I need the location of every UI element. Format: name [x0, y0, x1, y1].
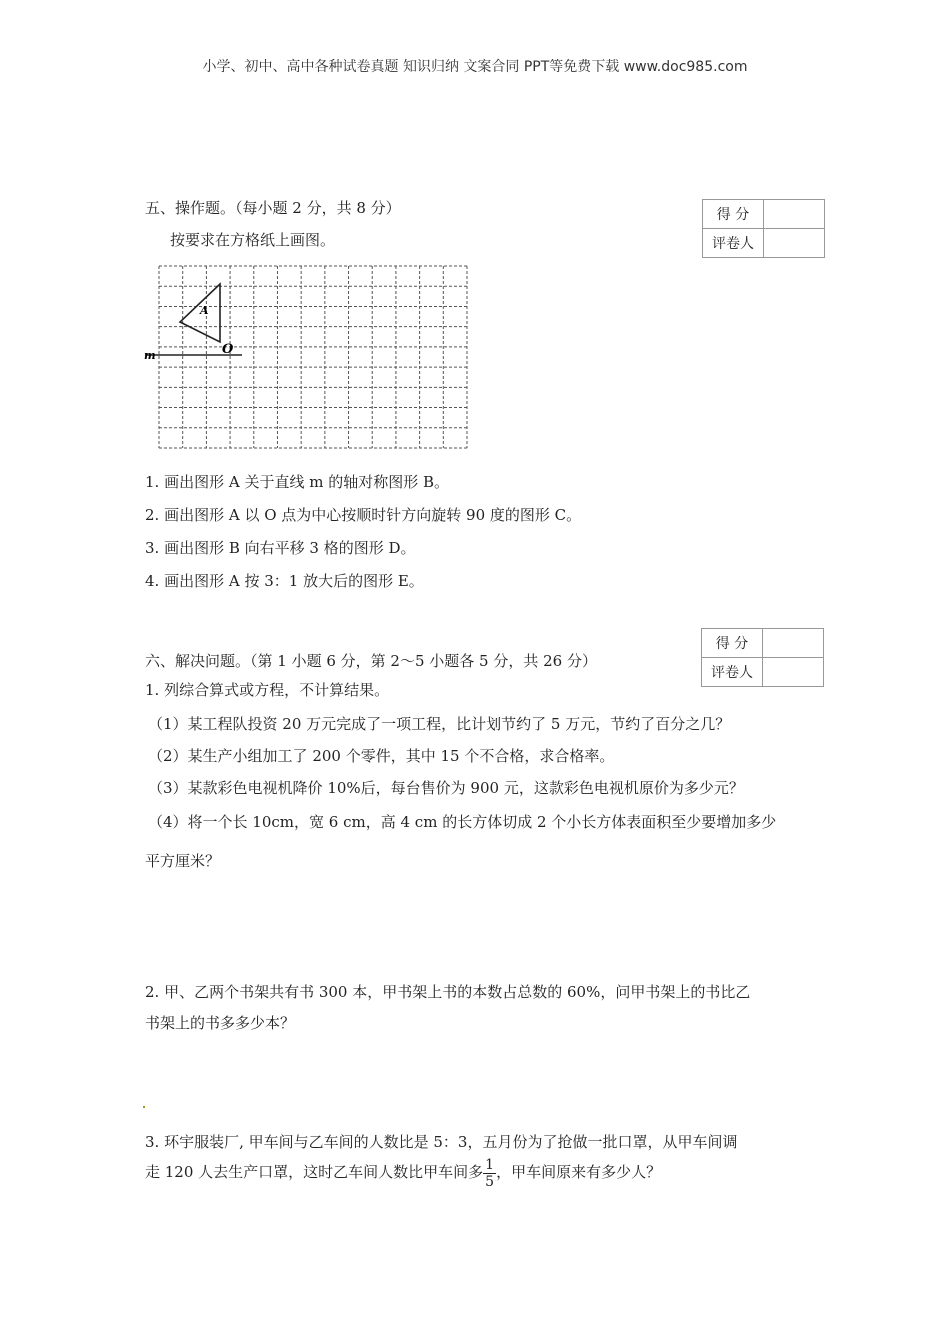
grader-blank	[763, 658, 824, 687]
grader-label: 评卷人	[702, 658, 763, 687]
section6-q1-item-4-cont: 平方厘米？	[145, 852, 221, 870]
section6-q2-line-2: 书架上的书多多少本？	[145, 1014, 296, 1032]
section6-q1-item-2: （2）某生产小组加工了 200 个零件，其中 15 个不合格，求合格率。	[148, 747, 615, 765]
section6-q1-item-3: （3）某款彩色电视机降价 10%后，每台售价为 900 元，这款彩色电视机原价为多少元？	[148, 779, 744, 797]
section6-q3-line-1: 3. 环宇服装厂, 甲车间与乙车间的人数比是 5：3，五月份为了抢做一批口罩，从甲车间调	[145, 1133, 738, 1151]
grader-label: 评卷人	[703, 229, 764, 258]
line-m-label: m	[144, 349, 156, 362]
grid-lines	[159, 266, 467, 448]
section6-q1-item-4: （4）将一个长 10cm，宽 6 cm，高 4 cm 的长方体切成 2 个小长方体表面积至少要增加多少	[148, 813, 777, 831]
score-label: 得 分	[702, 629, 763, 658]
q3-text-before: 走 120 人去生产口罩，这时乙车间人数比甲车间多	[145, 1163, 484, 1181]
section6-q1-intro: 1. 列综合算式或方程，不计算结果。	[145, 681, 390, 699]
grid-paper	[140, 262, 475, 454]
section6-q3-line-2	[145, 1152, 661, 1192]
score-box-section6	[701, 628, 824, 687]
point-o-label: O	[222, 342, 234, 357]
section6-q2-line-1: 2. 甲、乙两个书架共有书 300 本，甲书架上书的本数占总数的 60%，问甲书架上的书比乙	[145, 983, 751, 1001]
page-header: 小学、初中、高中各种试卷真题 知识归纳 文案合同 PPT等免费下载 www.doc985.com	[202, 59, 748, 75]
grader-blank	[764, 229, 825, 258]
fraction-one-fifth	[483, 1157, 496, 1190]
fraction-numerator: 1	[485, 1156, 495, 1173]
section5-question-4: 4. 画出图形 A 按 3：1 放大后的图形 E。	[145, 572, 424, 590]
section5-question-2: 2. 画出图形 A 以 O 点为中心按顺时针方向旋转 90 度的图形 C。	[145, 506, 582, 524]
score-blank	[763, 629, 824, 658]
score-label: 得 分	[703, 200, 764, 229]
q3-text-after: ，甲车间原来有多少人？	[496, 1163, 662, 1181]
shape-a-label: A	[200, 304, 209, 317]
score-blank	[764, 200, 825, 229]
section5-title: 五、操作题。（每小题 2 分，共 8 分）	[145, 199, 401, 217]
section5-instruction: 按要求在方格纸上画图。	[170, 231, 336, 249]
section5-question-3: 3. 画出图形 B 向右平移 3 格的图形 D。	[145, 539, 416, 557]
section6-q1-item-1: （1）某工程队投资 20 万元完成了一项工程，比计划节约了 5 万元，节约了百分之几？	[148, 715, 731, 733]
section6-title: 六、解决问题。（第 1 小题 6 分，第 2～5 小题各 5 分，共 26 分）	[145, 652, 597, 670]
section5-question-1: 1. 画出图形 A 关于直线 m 的轴对称图形 B。	[145, 473, 450, 491]
fraction-denominator: 5	[485, 1173, 495, 1190]
stray-mark	[143, 1106, 145, 1108]
score-box-section5	[702, 199, 825, 258]
